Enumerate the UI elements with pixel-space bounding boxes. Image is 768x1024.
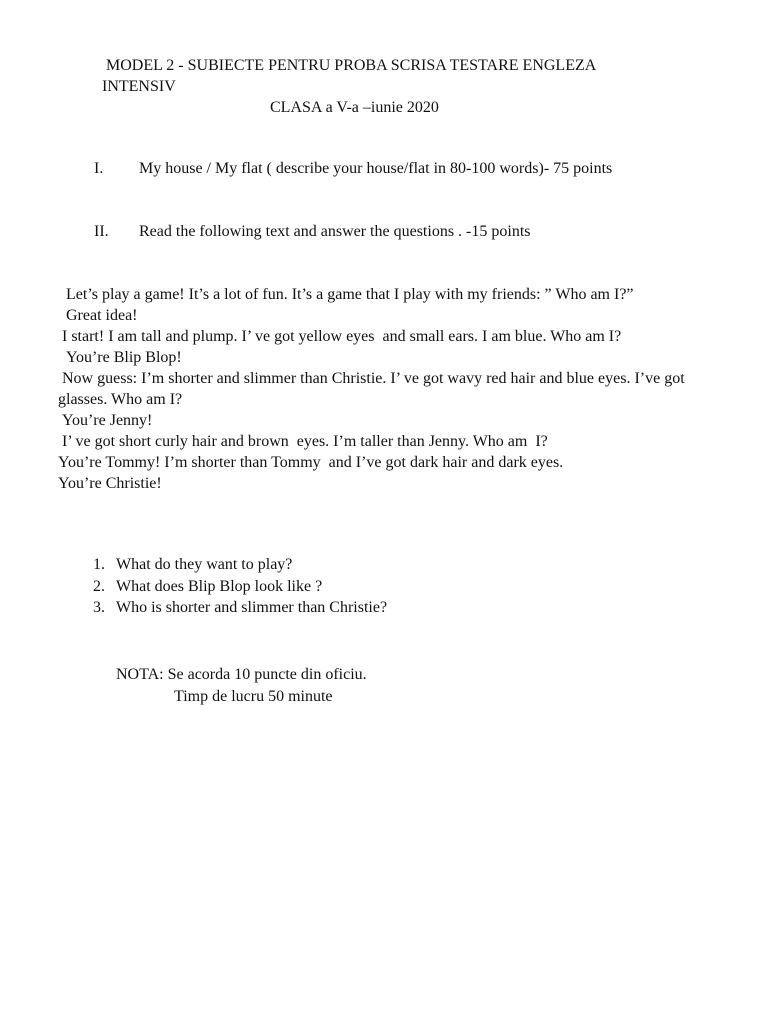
question-item: [93, 597, 387, 619]
section-1-text: My house / My flat ( describe your house/flat in 80-100 words)- 75 points: [139, 160, 613, 177]
question-list: [93, 554, 387, 619]
question-text: What does Blip Blop look like ?: [116, 577, 323, 595]
passage-line: You’re Christie!: [58, 475, 162, 492]
document-title-line-2: INTENSIV: [102, 78, 176, 95]
passage-line: Great idea!: [58, 307, 138, 324]
section-2-number: II.: [94, 223, 109, 240]
question-text: What do they want to play?: [116, 556, 293, 573]
question-item: [93, 554, 387, 576]
passage-line: Now guess: I’m shorter and slimmer than Christie. I’ ve got wavy red hair and blue eyes. I’ve got glasses. Who am I?: [58, 370, 689, 408]
reading-passage: [58, 284, 718, 494]
question-number: 2.: [93, 577, 105, 595]
passage-line: You’re Jenny!: [58, 412, 153, 429]
passage-line: I’ ve got short curly hair and brown eyes. I’m taller than Jenny. Who am I?: [58, 433, 548, 450]
document-title-line-1: MODEL 2 - SUBIECTE PENTRU PROBA SCRISA TESTARE ENGLEZA: [106, 57, 597, 74]
nota-line-1: NOTA: Se acorda 10 puncte din oficiu.: [116, 666, 367, 683]
nota-line-2: Timp de lucru 50 minute: [174, 688, 333, 705]
question-number: 3.: [93, 599, 105, 616]
passage-line: You’re Blip Blop!: [58, 349, 182, 366]
passage-line: You’re Tommy! I’m shorter than Tommy and I’ve got dark hair and dark eyes.: [58, 454, 564, 471]
question-item: [93, 576, 387, 598]
document-subtitle-class: CLASA a V-a –iunie 2020: [270, 99, 439, 116]
section-2-text: Read the following text and answer the questions . -15 points: [139, 223, 531, 240]
question-text: Who is shorter and slimmer than Christie?: [116, 599, 388, 616]
question-number: 1.: [93, 556, 105, 573]
passage-line: Let’s play a game! It’s a lot of fun. It’s a game that I play with my friends: ” Who am I?”: [58, 286, 634, 303]
section-1-number: I.: [94, 160, 104, 177]
passage-line: I start! I am tall and plump. I’ ve got yellow eyes and small ears. I am blue. Who am I?: [58, 328, 622, 345]
